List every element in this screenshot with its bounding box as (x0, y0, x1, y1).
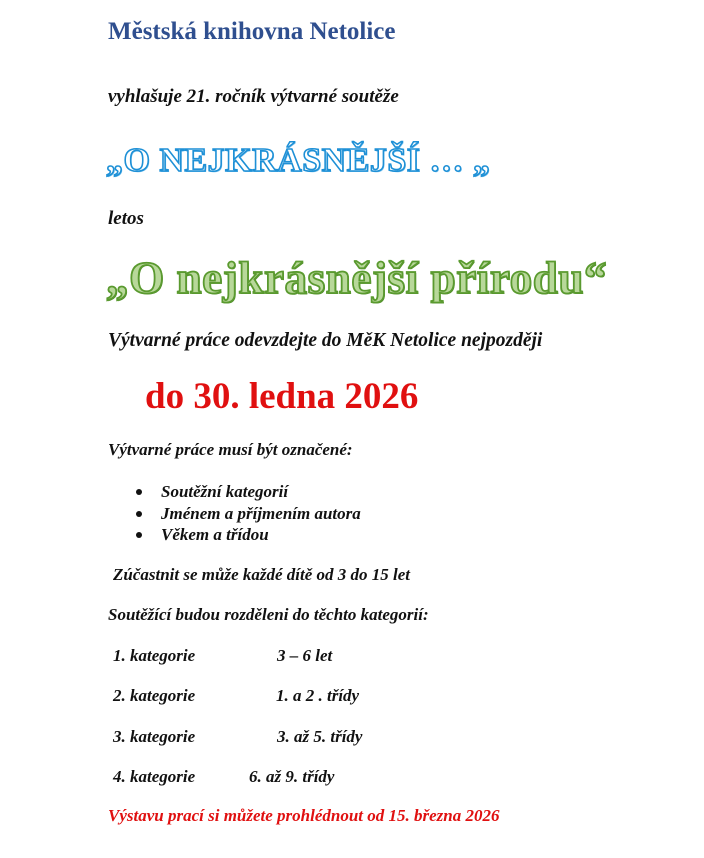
labeling-heading: Výtvarné práce musí být označené: (108, 440, 353, 459)
category-name: 3. kategorie (113, 727, 196, 746)
library-title: Městská knihovna Netolice (108, 18, 396, 45)
bullet-icon (136, 532, 142, 538)
category-name: 4. kategorie (113, 767, 196, 786)
category-name: 1. kategorie (113, 646, 196, 665)
submission-deadline: do 30. ledna 2026 (145, 376, 419, 417)
eligibility-note: Zúčastnit se může každé dítě od 3 do 15 let (113, 565, 411, 584)
list-item-text: Věkem a třídou (161, 525, 269, 544)
exhibition-note: Výstavu prací si můžete prohlédnout od 15. března 2026 (108, 806, 500, 825)
category-range: 3. až 5. třídy (277, 727, 363, 746)
category-name: 2. kategorie (113, 686, 196, 705)
this-year-label: letos (108, 208, 144, 229)
general-theme-heading: „O NEJKRÁSNĚJŠÍ … „ (106, 142, 491, 179)
category-range: 6. až 9. třídy (249, 767, 335, 786)
list-item (136, 481, 361, 503)
categories-heading: Soutěžící budou rozděleni do těchto kategorií: (108, 605, 429, 624)
labeling-requirements-list (136, 481, 361, 546)
list-item-text: Jménem a příjmením autora (161, 503, 361, 523)
category-range: 1. a 2 . třídy (276, 686, 360, 705)
bullet-icon (136, 489, 142, 495)
submission-note: Výtvarné práce odevzdejte do MěK Netolice nejpozději (108, 330, 543, 351)
category-range: 3 – 6 let (277, 646, 333, 665)
list-item-text: Soutěžní kategorií (161, 482, 289, 501)
list-item (136, 524, 361, 546)
bullet-icon (136, 511, 142, 517)
this-year-theme-heading: „O nejkrásnější přírodu“ (106, 253, 608, 303)
list-item (136, 503, 361, 525)
competition-announcement: vyhlašuje 21. ročník výtvarné soutěže (108, 86, 399, 107)
